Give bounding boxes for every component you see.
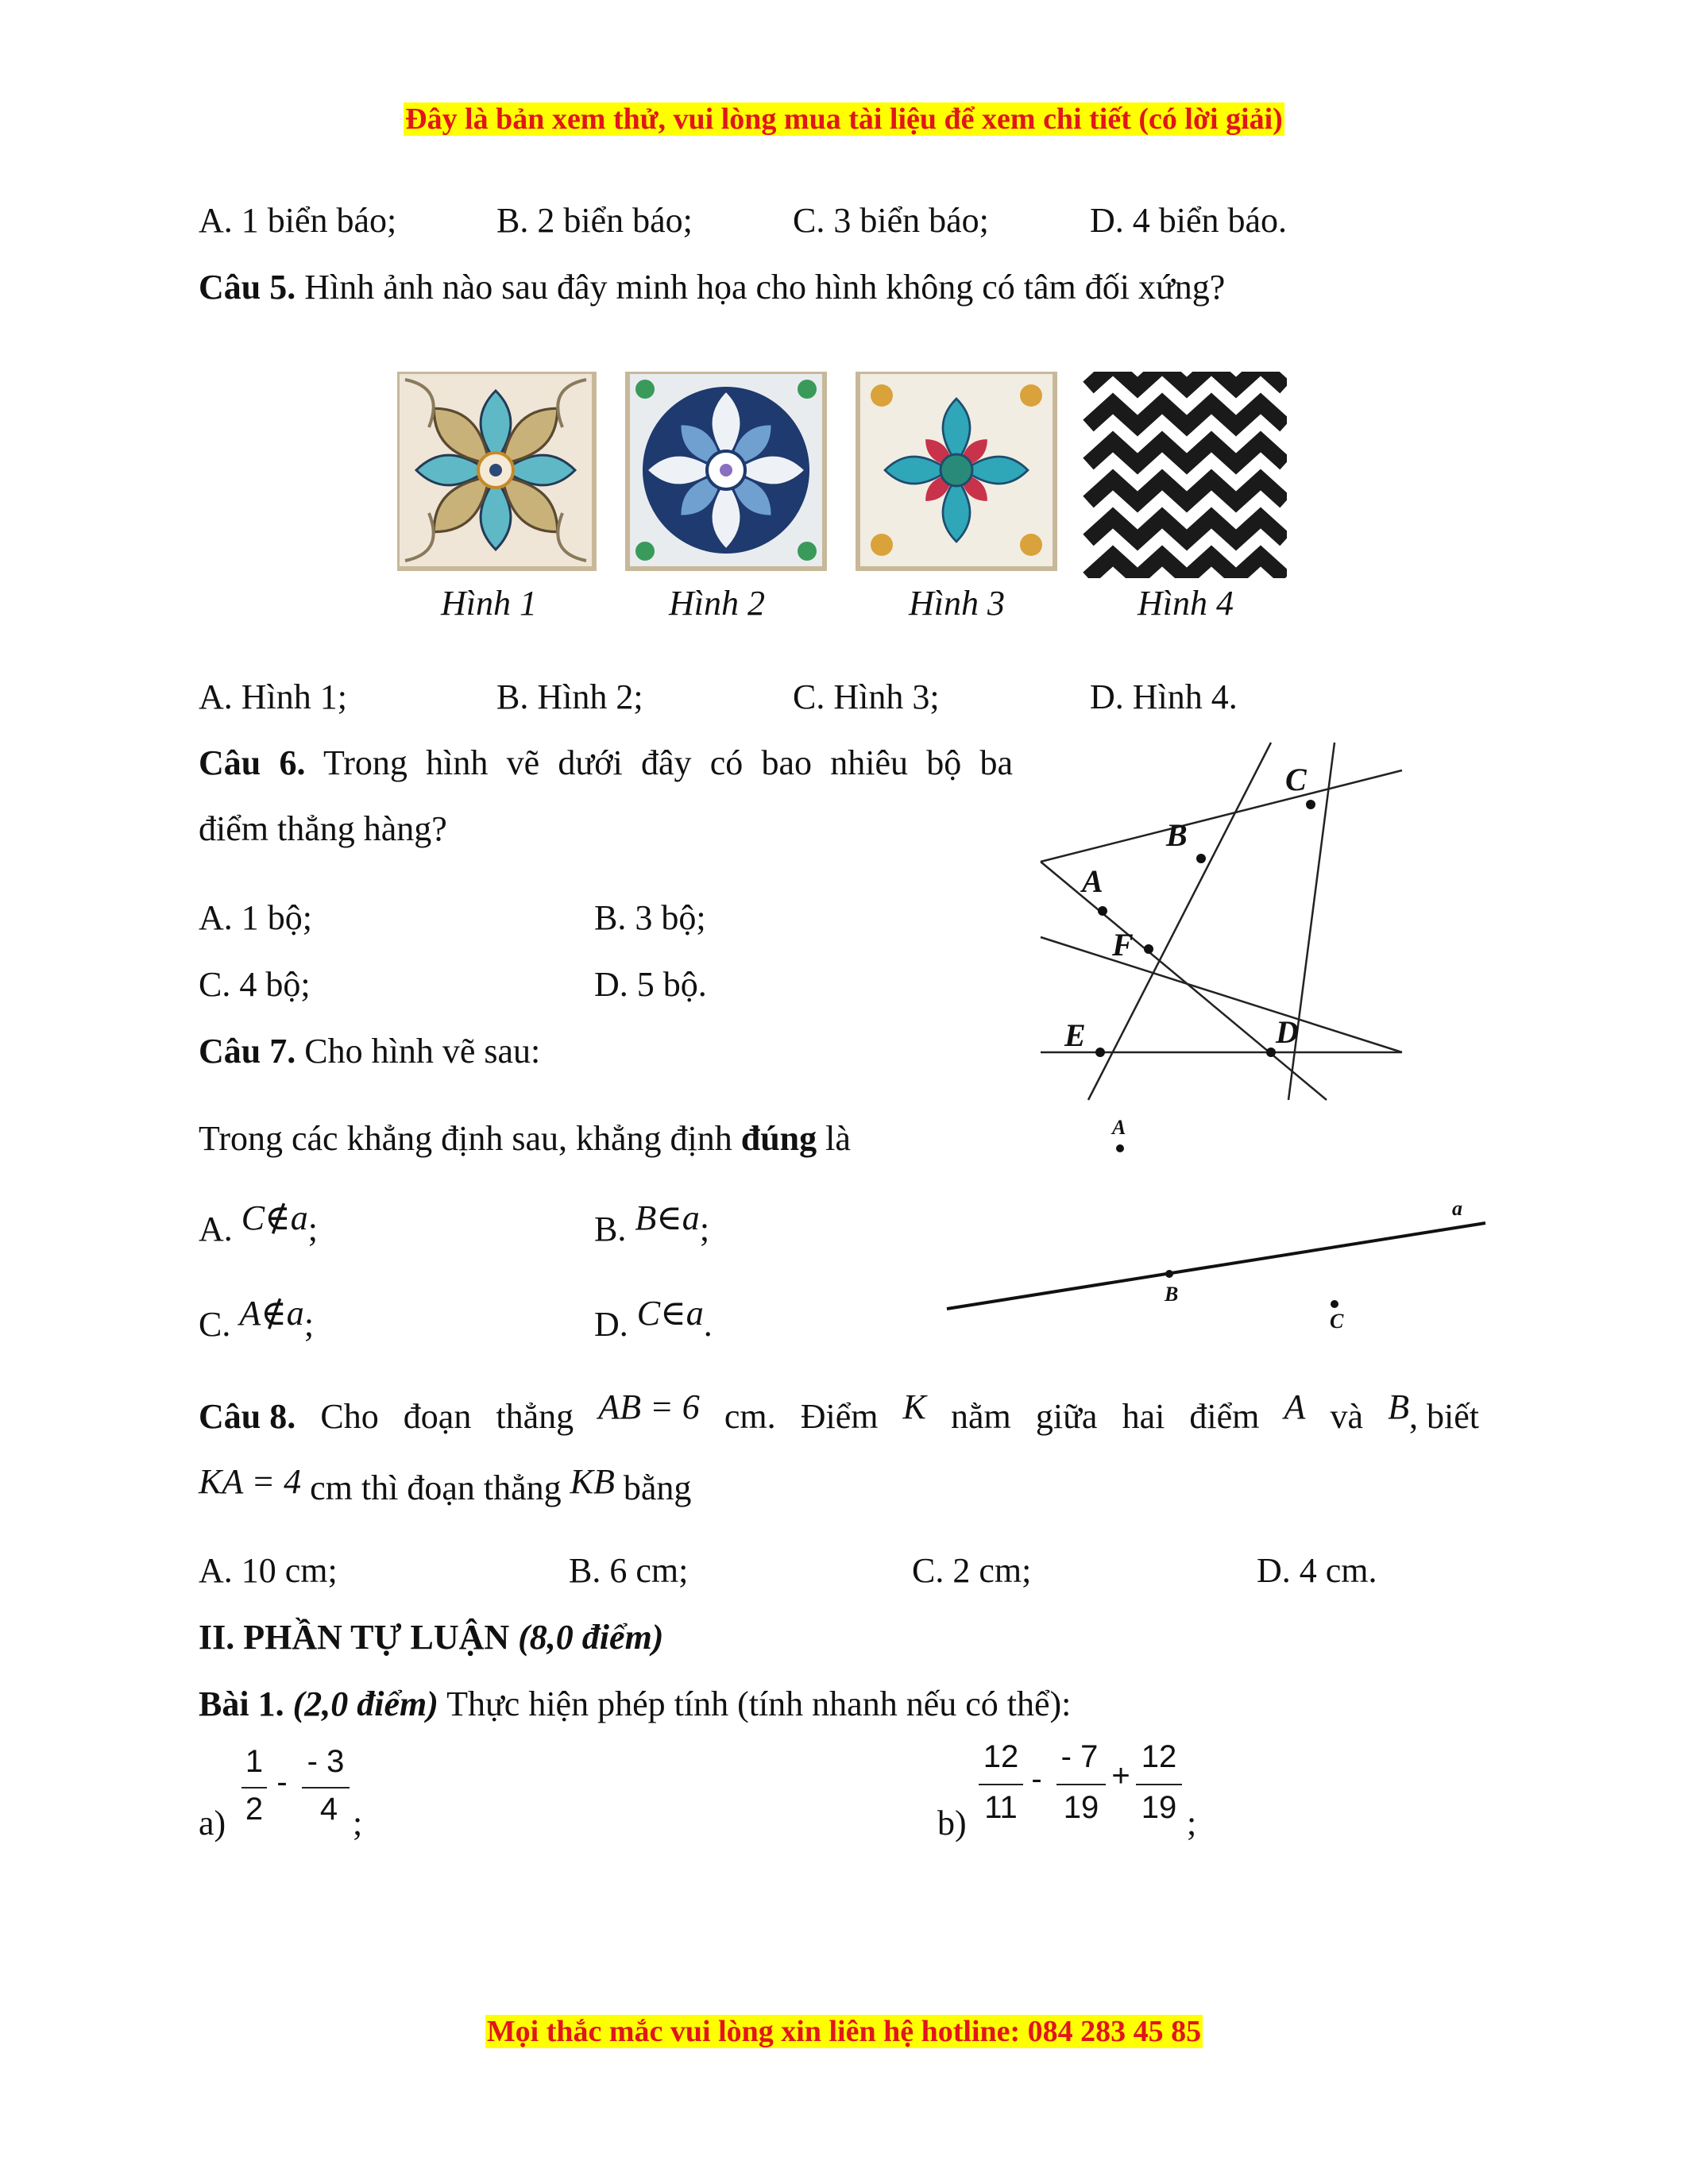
q7-option-a: A. C∉a;	[199, 1198, 318, 1248]
q8-option-c: C. 2 cm;	[912, 1551, 1032, 1590]
q5-option-d: D. Hình 4.	[1090, 677, 1238, 716]
fig7-label-b: B	[1165, 1283, 1179, 1306]
bai1-b-den-1: 11	[984, 1790, 1018, 1825]
tile-3-image	[858, 372, 1055, 569]
fig7-label-line-a: a	[1452, 1197, 1462, 1220]
bai1-a-minus: -	[276, 1765, 288, 1800]
bai1-a-num-1: 1	[245, 1744, 264, 1779]
q8-option-b: B. 6 cm;	[569, 1551, 689, 1590]
bai1-b-fracline-2	[1056, 1784, 1106, 1785]
point-label-f: F	[1112, 927, 1134, 963]
tile-4-image	[1088, 372, 1285, 578]
caption-hinh-2: Hình 2	[669, 584, 765, 623]
point-label-d: D	[1276, 1014, 1299, 1050]
q7-question: Câu 7. Cho hình vẽ sau:	[199, 1032, 541, 1071]
q6-option-d: D. 5 bộ.	[594, 965, 707, 1004]
bai1-b-minus: -	[1031, 1761, 1042, 1796]
q4-option-d: D. 4 biển báo.	[1090, 201, 1288, 240]
q6-option-a: A. 1 bộ;	[199, 898, 312, 937]
bai1-a-fracline-2	[302, 1787, 350, 1788]
tile-2-image	[628, 372, 825, 569]
caption-hinh-4: Hình 4	[1138, 584, 1234, 623]
bai1-b-den-3: 19	[1141, 1790, 1177, 1825]
bai1-a-fracline-1	[241, 1787, 267, 1788]
bai1-b-fracline-3	[1136, 1784, 1182, 1785]
tile-1-image	[397, 372, 620, 578]
bai1-b-den-2: 19	[1063, 1790, 1099, 1825]
q6-figure	[1033, 735, 1414, 1108]
bai1-b-fracline-1	[979, 1784, 1023, 1785]
q5-question: Câu 5. Hình ảnh nào sau đây minh họa cho hình không có tâm đối xứng?	[199, 268, 1226, 307]
bai1-b-num-2: - 7	[1060, 1739, 1099, 1774]
bai1-heading: Bài 1. (2,0 điểm) Thực hiện phép tính (tính nhanh nếu có thể):	[199, 1684, 1072, 1723]
q8-question-line1: Câu 8. Cho đoạn thẳng AB = 6 cm. Điểm K nằm giữa hai điểm A và B, biết	[199, 1387, 1479, 1436]
bai1-b-plus: +	[1111, 1758, 1130, 1793]
q5-option-c: C. Hình 3;	[793, 677, 940, 716]
q7-figure	[937, 1104, 1493, 1350]
bai1-a-end: ;	[353, 1804, 363, 1843]
q5-option-b: B. Hình 2;	[496, 677, 643, 716]
caption-hinh-1: Hình 1	[441, 584, 537, 623]
point-label-c: C	[1285, 762, 1307, 797]
q7-option-b: B. B∈a;	[594, 1198, 710, 1248]
q8-question-line2: KA = 4 cm thì đoạn thẳng KB bằng	[199, 1462, 692, 1507]
fig7-label-a: A	[1112, 1116, 1126, 1139]
q5-option-a: A. Hình 1;	[199, 677, 347, 716]
bai1-b-num-1: 12	[983, 1739, 1019, 1774]
tile-images	[397, 372, 1287, 578]
fig7-label-c: C	[1330, 1310, 1344, 1333]
point-label-e: E	[1064, 1017, 1086, 1053]
header-banner: Đây là bản xem thử, vui lòng mua tài liệu để xem chi tiết (có lời giải)	[405, 102, 1283, 136]
q8-option-a: A. 10 cm;	[199, 1551, 338, 1590]
q7-statement: Trong các khẳng định sau, khẳng định đúng là	[199, 1119, 851, 1158]
bai1-a-label: a)	[199, 1804, 226, 1843]
footer-banner: Mọi thắc mắc vui lòng xin liên hệ hotline: 084 283 45 85	[486, 2015, 1202, 2048]
q4-option-c: C. 3 biển báo;	[793, 201, 989, 240]
bai1-b-label: b)	[937, 1804, 967, 1843]
bai1-b-end: ;	[1187, 1804, 1197, 1843]
q4-option-a: A. 1 biển báo;	[199, 201, 397, 240]
bai1-b-num-3: 12	[1141, 1739, 1177, 1774]
q6-option-b: B. 3 bộ;	[594, 898, 706, 937]
q4-option-b: B. 2 biển báo;	[496, 201, 693, 240]
q6-question-line1: Câu 6. Trong hình vẽ dưới đây có bao nhiêu bộ ba	[199, 743, 1013, 782]
part2-title: II. PHẦN TỰ LUẬN (8,0 điểm)	[199, 1618, 664, 1657]
q7-option-c: C. A∉a;	[199, 1294, 315, 1344]
q6-option-c: C. 4 bộ;	[199, 965, 311, 1004]
q6-question-line2: điểm thẳng hàng?	[199, 809, 447, 848]
point-label-a: A	[1082, 863, 1103, 899]
bai1-a-den-2: 4	[319, 1792, 338, 1827]
caption-hinh-3: Hình 3	[909, 584, 1005, 623]
bai1-a-den-1: 2	[245, 1792, 264, 1827]
q7-option-d: D. C∈a.	[594, 1294, 713, 1344]
bai1-a-num-2: - 3	[307, 1744, 345, 1779]
q8-option-d: D. 4 cm.	[1257, 1551, 1377, 1590]
point-label-b: B	[1166, 817, 1188, 853]
